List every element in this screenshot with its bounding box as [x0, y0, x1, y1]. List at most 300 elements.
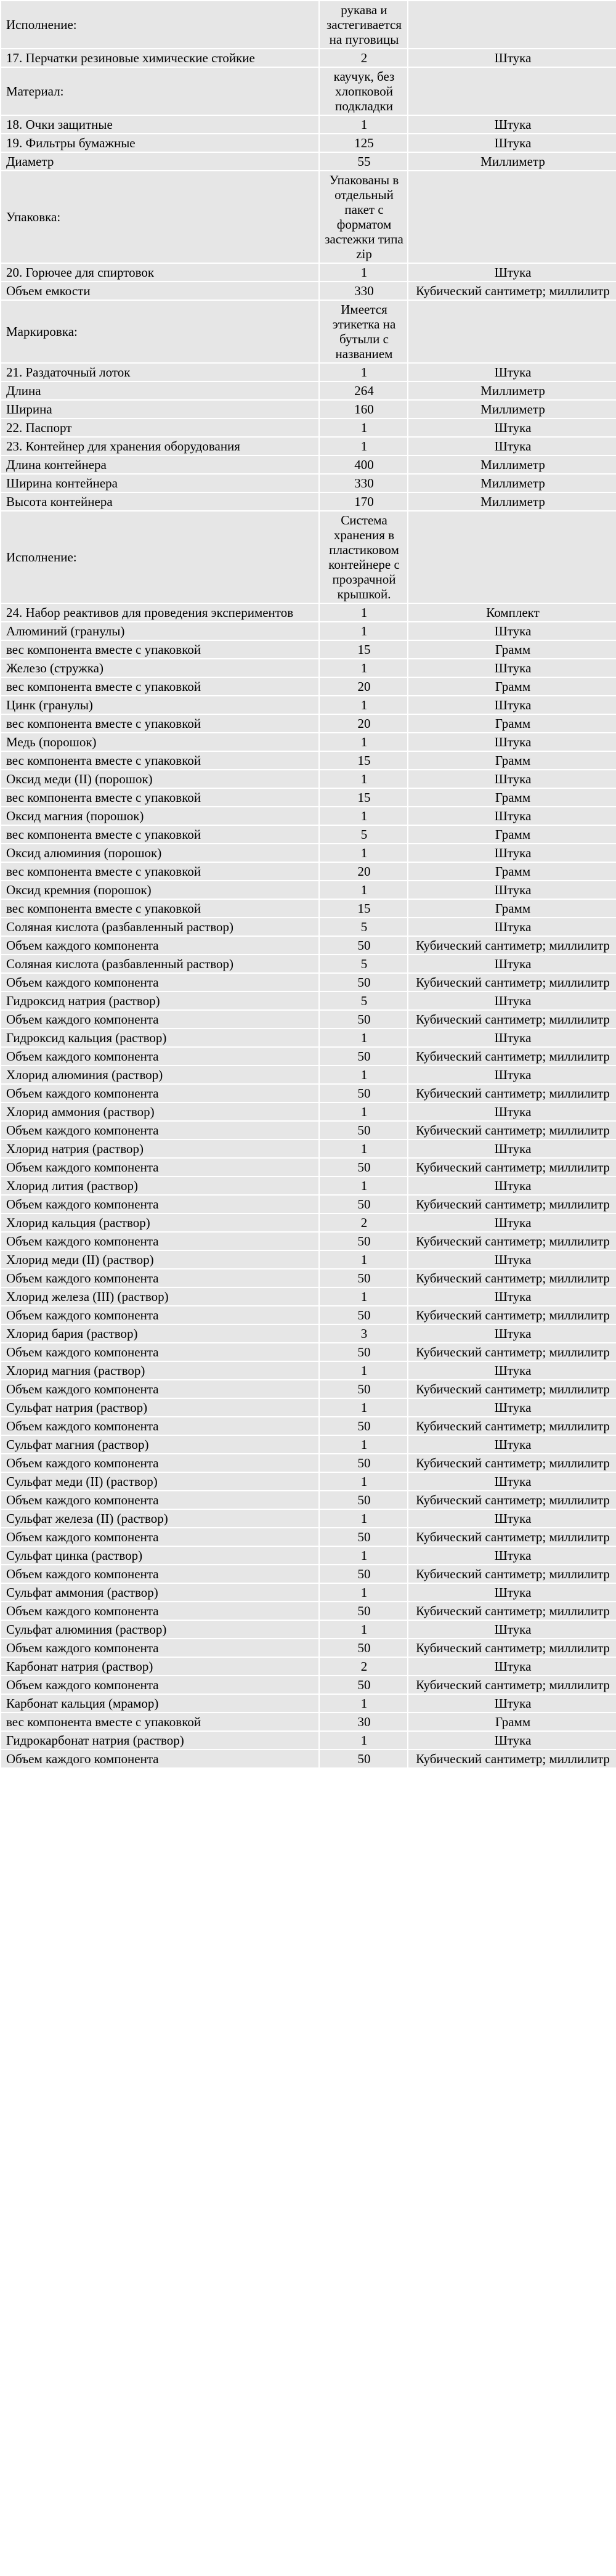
quantity-cell: 2 [319, 49, 408, 67]
unit-cell: Кубический сантиметр; миллилитр [408, 1639, 616, 1657]
unit-cell: Грамм [408, 1713, 616, 1731]
item-name-cell: Объем каждого компонента [1, 1269, 319, 1287]
unit-cell: Штука [408, 1361, 616, 1380]
unit-cell: Кубический сантиметр; миллилитр [408, 1528, 616, 1546]
table-row [1, 1639, 616, 1657]
table-row [1, 788, 616, 807]
quantity-cell: 50 [319, 1269, 408, 1287]
unit-cell: Грамм [408, 788, 616, 807]
unit-cell: Миллиметр [408, 381, 616, 400]
item-name-cell: Хлорид меди (II) (раствор) [1, 1250, 319, 1269]
item-name-cell: Медь (порошок) [1, 733, 319, 751]
table-row [1, 677, 616, 696]
unit-cell: Миллиметр [408, 492, 616, 511]
unit-cell [408, 171, 616, 263]
table-row [1, 1472, 616, 1491]
table-row [1, 733, 616, 751]
table-row [1, 1029, 616, 1047]
item-name-cell: Объем каждого компонента [1, 1010, 319, 1029]
quantity-cell: 50 [319, 973, 408, 992]
table-row [1, 437, 616, 455]
item-name-cell: Железо (стружка) [1, 659, 319, 677]
quantity-cell: 1 [319, 844, 408, 862]
table-row [1, 474, 616, 492]
table-row [1, 973, 616, 992]
table-row [1, 418, 616, 437]
item-name-cell: Диаметр [1, 152, 319, 171]
item-name-cell: вес компонента вместе с упаковкой [1, 825, 319, 844]
quantity-cell: 1 [319, 696, 408, 714]
table-row [1, 714, 616, 733]
item-name-cell: Объем каждого компонента [1, 1232, 319, 1250]
unit-cell: Кубический сантиметр; миллилитр [408, 1750, 616, 1768]
item-name-cell: вес компонента вместе с упаковкой [1, 714, 319, 733]
unit-cell: Комплект [408, 603, 616, 622]
unit-cell: Миллиметр [408, 455, 616, 474]
unit-cell: Грамм [408, 714, 616, 733]
table-row [1, 807, 616, 825]
quantity-cell: 330 [319, 474, 408, 492]
table-row [1, 1121, 616, 1139]
unit-cell: Кубический сантиметр; миллилитр [408, 1010, 616, 1029]
item-name-cell: Сульфат алюминия (раствор) [1, 1620, 319, 1639]
table-row [1, 936, 616, 955]
quantity-cell: 1 [319, 1139, 408, 1158]
item-name-cell: Объем каждого компонента [1, 1417, 319, 1435]
item-name-cell: Сульфат меди (II) (раствор) [1, 1472, 319, 1491]
item-name-cell: Хлорид магния (раствор) [1, 1361, 319, 1380]
quantity-cell: 30 [319, 1713, 408, 1731]
table-row [1, 918, 616, 936]
quantity-cell: 5 [319, 825, 408, 844]
unit-cell: Грамм [408, 751, 616, 770]
table-row [1, 1195, 616, 1213]
table-row [1, 1324, 616, 1343]
quantity-cell: 1 [319, 1583, 408, 1602]
unit-cell: Штука [408, 418, 616, 437]
table-row [1, 1676, 616, 1694]
table-row [1, 1565, 616, 1583]
table-row [1, 1713, 616, 1731]
unit-cell: Штука [408, 1731, 616, 1750]
quantity-cell: 1 [319, 1620, 408, 1639]
quantity-cell: 50 [319, 1676, 408, 1694]
table-row [1, 1528, 616, 1546]
table-row [1, 49, 616, 67]
quantity-cell: 1 [319, 363, 408, 381]
item-name-cell: Исполнение: [1, 511, 319, 603]
unit-cell: Кубический сантиметр; миллилитр [408, 1676, 616, 1694]
unit-cell: Кубический сантиметр; миллилитр [408, 1417, 616, 1435]
unit-cell: Штука [408, 1583, 616, 1602]
unit-cell: Кубический сантиметр; миллилитр [408, 1565, 616, 1583]
quantity-cell: Упакованы в отдельный пакет с форматом застежки типа zip [319, 171, 408, 263]
table-row [1, 1509, 616, 1528]
quantity-cell: 2 [319, 1213, 408, 1232]
item-name-cell: Объем каждого компонента [1, 1639, 319, 1657]
quantity-cell: 50 [319, 1380, 408, 1398]
item-name-cell: Хлорид кальция (раствор) [1, 1213, 319, 1232]
table-row [1, 1232, 616, 1250]
item-name-cell: Ширина контейнера [1, 474, 319, 492]
unit-cell: Кубический сантиметр; миллилитр [408, 282, 616, 300]
quantity-cell: 50 [319, 1195, 408, 1213]
quantity-cell: 1 [319, 1287, 408, 1306]
quantity-cell: 1 [319, 418, 408, 437]
table-row [1, 844, 616, 862]
item-name-cell: Оксид магния (порошок) [1, 807, 319, 825]
unit-cell: Штука [408, 1176, 616, 1195]
unit-cell: Штука [408, 733, 616, 751]
item-name-cell: Объем каждого компонента [1, 1047, 319, 1066]
unit-cell: Грамм [408, 825, 616, 844]
table-row [1, 1491, 616, 1509]
table-row [1, 955, 616, 973]
item-name-cell: Хлорид лития (раствор) [1, 1176, 319, 1195]
table-row [1, 1398, 616, 1417]
table-row [1, 115, 616, 134]
unit-cell [408, 511, 616, 603]
quantity-cell: 160 [319, 400, 408, 418]
item-name-cell: Сульфат натрия (раствор) [1, 1398, 319, 1417]
unit-cell: Штука [408, 1435, 616, 1454]
quantity-cell: 1 [319, 1435, 408, 1454]
table-row [1, 1583, 616, 1602]
unit-cell: Штука [408, 1620, 616, 1639]
unit-cell: Кубический сантиметр; миллилитр [408, 1158, 616, 1176]
unit-cell: Штука [408, 1472, 616, 1491]
table-row [1, 1084, 616, 1103]
quantity-cell: 50 [319, 1158, 408, 1176]
item-name-cell: вес компонента вместе с упаковкой [1, 862, 319, 881]
unit-cell: Грамм [408, 899, 616, 918]
quantity-cell: 50 [319, 1528, 408, 1546]
quantity-cell: 20 [319, 862, 408, 881]
table-row [1, 899, 616, 918]
quantity-cell: Имеется этикетка на бутыли с названием [319, 300, 408, 363]
quantity-cell: 1 [319, 1509, 408, 1528]
table-row [1, 1731, 616, 1750]
table-row [1, 67, 616, 115]
table-row [1, 1306, 616, 1324]
item-name-cell: Хлорид железа (III) (раствор) [1, 1287, 319, 1306]
table-row [1, 492, 616, 511]
unit-cell: Кубический сантиметр; миллилитр [408, 936, 616, 955]
unit-cell: Штука [408, 1139, 616, 1158]
quantity-cell: 1 [319, 733, 408, 751]
table-row [1, 1, 616, 49]
table-row [1, 770, 616, 788]
table-row [1, 881, 616, 899]
table-row [1, 1176, 616, 1195]
unit-cell: Грамм [408, 677, 616, 696]
item-name-cell: Гидрокарбонат натрия (раствор) [1, 1731, 319, 1750]
table-row [1, 603, 616, 622]
table-row [1, 1066, 616, 1084]
unit-cell: Грамм [408, 640, 616, 659]
item-name-cell: Хлорид аммония (раствор) [1, 1103, 319, 1121]
table-row [1, 400, 616, 418]
item-name-cell: Алюминий (гранулы) [1, 622, 319, 640]
item-name-cell: 17. Перчатки резиновые химические стойкие [1, 49, 319, 67]
quantity-cell: 5 [319, 955, 408, 973]
item-name-cell: Соляная кислота (разбавленный раствор) [1, 955, 319, 973]
table-row [1, 1158, 616, 1176]
quantity-cell: 50 [319, 1417, 408, 1435]
table-row [1, 1213, 616, 1232]
quantity-cell: 1 [319, 1398, 408, 1417]
table-row [1, 659, 616, 677]
unit-cell: Кубический сантиметр; миллилитр [408, 1602, 616, 1620]
item-name-cell: Оксид меди (II) (порошок) [1, 770, 319, 788]
quantity-cell: 50 [319, 1047, 408, 1066]
quantity-cell: 264 [319, 381, 408, 400]
quantity-cell: 170 [319, 492, 408, 511]
table-row [1, 1657, 616, 1676]
unit-cell: Штука [408, 696, 616, 714]
quantity-cell: 50 [319, 1121, 408, 1139]
quantity-cell: 20 [319, 677, 408, 696]
item-name-cell: 24. Набор реактивов для проведения экспериментов [1, 603, 319, 622]
quantity-cell: 50 [319, 1491, 408, 1509]
unit-cell: Кубический сантиметр; миллилитр [408, 1232, 616, 1250]
quantity-cell: 15 [319, 640, 408, 659]
quantity-cell: 330 [319, 282, 408, 300]
unit-cell: Штука [408, 115, 616, 134]
item-name-cell: Карбонат кальция (мрамор) [1, 1694, 319, 1713]
quantity-cell: 1 [319, 1694, 408, 1713]
table-row [1, 696, 616, 714]
table-row [1, 1694, 616, 1713]
quantity-cell: 20 [319, 714, 408, 733]
item-name-cell: 23. Контейнер для хранения оборудования [1, 437, 319, 455]
table-row [1, 1361, 616, 1380]
item-name-cell: Длина контейнера [1, 455, 319, 474]
unit-cell: Кубический сантиметр; миллилитр [408, 1047, 616, 1066]
item-name-cell: Оксид кремния (порошок) [1, 881, 319, 899]
item-name-cell: Объем каждого компонента [1, 1454, 319, 1472]
item-name-cell: Объем каждого компонента [1, 1121, 319, 1139]
item-name-cell: Длина [1, 381, 319, 400]
item-name-cell: Карбонат натрия (раствор) [1, 1657, 319, 1676]
item-name-cell: Сульфат магния (раствор) [1, 1435, 319, 1454]
item-name-cell: Объем каждого компонента [1, 1602, 319, 1620]
item-name-cell: вес компонента вместе с упаковкой [1, 640, 319, 659]
table-row [1, 1435, 616, 1454]
item-name-cell: Гидроксид натрия (раствор) [1, 992, 319, 1010]
quantity-cell: 1 [319, 1176, 408, 1195]
unit-cell: Штука [408, 437, 616, 455]
item-name-cell: вес компонента вместе с упаковкой [1, 751, 319, 770]
item-name-cell: 21. Раздаточный лоток [1, 363, 319, 381]
item-name-cell: Сульфат железа (II) (раствор) [1, 1509, 319, 1528]
quantity-cell: 1 [319, 1472, 408, 1491]
item-name-cell: Объем каждого компонента [1, 1343, 319, 1361]
table-row [1, 751, 616, 770]
item-name-cell: Хлорид алюминия (раствор) [1, 1066, 319, 1084]
unit-cell: Штука [408, 1066, 616, 1084]
item-name-cell: Соляная кислота (разбавленный раствор) [1, 918, 319, 936]
unit-cell: Штука [408, 1029, 616, 1047]
item-name-cell: Объем каждого компонента [1, 1306, 319, 1324]
table-row [1, 300, 616, 363]
unit-cell: Миллиметр [408, 152, 616, 171]
unit-cell: Штука [408, 1287, 616, 1306]
table-row [1, 640, 616, 659]
unit-cell: Штука [408, 263, 616, 282]
quantity-cell: 1 [319, 1250, 408, 1269]
item-name-cell: Хлорид бария (раствор) [1, 1324, 319, 1343]
quantity-cell: 5 [319, 918, 408, 936]
quantity-cell: 15 [319, 788, 408, 807]
unit-cell: Штука [408, 1657, 616, 1676]
item-name-cell: Хлорид натрия (раствор) [1, 1139, 319, 1158]
item-name-cell: 20. Горючее для спиртовок [1, 263, 319, 282]
item-name-cell: Оксид алюминия (порошок) [1, 844, 319, 862]
item-name-cell: Маркировка: [1, 300, 319, 363]
unit-cell: Кубический сантиметр; миллилитр [408, 1195, 616, 1213]
quantity-cell: 3 [319, 1324, 408, 1343]
table-row [1, 455, 616, 474]
quantity-cell: 15 [319, 751, 408, 770]
unit-cell: Грамм [408, 862, 616, 881]
unit-cell [408, 300, 616, 363]
quantity-cell: 50 [319, 1306, 408, 1324]
item-name-cell: 19. Фильтры бумажные [1, 134, 319, 152]
table-row [1, 992, 616, 1010]
unit-cell: Кубический сантиметр; миллилитр [408, 1269, 616, 1287]
table-row [1, 1269, 616, 1287]
quantity-cell: 1 [319, 263, 408, 282]
quantity-cell: Система хранения в пластиковом контейнере с прозрачной крышкой. [319, 511, 408, 603]
table-row [1, 622, 616, 640]
table-row [1, 152, 616, 171]
unit-cell [408, 1, 616, 49]
item-name-cell: Объем каждого компонента [1, 1380, 319, 1398]
item-name-cell: Объем емкости [1, 282, 319, 300]
quantity-cell: 1 [319, 807, 408, 825]
item-name-cell: Объем каждого компонента [1, 973, 319, 992]
table-row [1, 282, 616, 300]
table-row [1, 134, 616, 152]
unit-cell: Кубический сантиметр; миллилитр [408, 1380, 616, 1398]
quantity-cell: 400 [319, 455, 408, 474]
unit-cell: Миллиметр [408, 400, 616, 418]
table-row [1, 1343, 616, 1361]
unit-cell: Штука [408, 363, 616, 381]
item-name-cell: Исполнение: [1, 1, 319, 49]
quantity-cell: 1 [319, 770, 408, 788]
item-name-cell: Объем каждого компонента [1, 1195, 319, 1213]
quantity-cell: 50 [319, 1750, 408, 1768]
item-name-cell: вес компонента вместе с упаковкой [1, 1713, 319, 1731]
item-name-cell: вес компонента вместе с упаковкой [1, 677, 319, 696]
table-row [1, 1010, 616, 1029]
quantity-cell: 50 [319, 936, 408, 955]
quantity-cell: 1 [319, 1066, 408, 1084]
table-row [1, 1139, 616, 1158]
item-name-cell: Объем каждого компонента [1, 1491, 319, 1509]
quantity-cell: 50 [319, 1454, 408, 1472]
item-name-cell: Высота контейнера [1, 492, 319, 511]
table-row [1, 1380, 616, 1398]
unit-cell: Штука [408, 1694, 616, 1713]
item-name-cell: вес компонента вместе с упаковкой [1, 899, 319, 918]
unit-cell: Штука [408, 844, 616, 862]
quantity-cell: 15 [319, 899, 408, 918]
quantity-cell: 1 [319, 115, 408, 134]
quantity-cell: 50 [319, 1084, 408, 1103]
item-name-cell: Объем каждого компонента [1, 936, 319, 955]
quantity-cell: 1 [319, 1029, 408, 1047]
quantity-cell: рукава и застегивается на пуговицы [319, 1, 408, 49]
item-name-cell: Объем каждого компонента [1, 1565, 319, 1583]
quantity-cell: 1 [319, 1361, 408, 1380]
table-row [1, 1287, 616, 1306]
quantity-cell: 55 [319, 152, 408, 171]
table-row [1, 171, 616, 263]
table-row [1, 1454, 616, 1472]
unit-cell: Кубический сантиметр; миллилитр [408, 1343, 616, 1361]
item-name-cell: Объем каждого компонента [1, 1528, 319, 1546]
table-row [1, 1417, 616, 1435]
unit-cell: Штука [408, 881, 616, 899]
item-name-cell: Упаковка: [1, 171, 319, 263]
quantity-cell: 1 [319, 1103, 408, 1121]
unit-cell: Штука [408, 807, 616, 825]
quantity-cell: 1 [319, 881, 408, 899]
unit-cell [408, 67, 616, 115]
item-name-cell: Объем каждого компонента [1, 1084, 319, 1103]
unit-cell: Штука [408, 622, 616, 640]
unit-cell: Кубический сантиметр; миллилитр [408, 1491, 616, 1509]
table-row [1, 511, 616, 603]
table-row [1, 1546, 616, 1565]
unit-cell: Штука [408, 1213, 616, 1232]
table-row [1, 381, 616, 400]
item-name-cell: Объем каждого компонента [1, 1158, 319, 1176]
table-row [1, 1620, 616, 1639]
unit-cell: Штука [408, 1546, 616, 1565]
unit-cell: Кубический сантиметр; миллилитр [408, 1084, 616, 1103]
unit-cell: Штука [408, 992, 616, 1010]
quantity-cell: 1 [319, 603, 408, 622]
item-name-cell: Ширина [1, 400, 319, 418]
unit-cell: Штука [408, 1509, 616, 1528]
quantity-cell: 50 [319, 1565, 408, 1583]
unit-cell: Штука [408, 1398, 616, 1417]
item-name-cell: Сульфат цинка (раствор) [1, 1546, 319, 1565]
item-name-cell: Объем каждого компонента [1, 1676, 319, 1694]
unit-cell: Кубический сантиметр; миллилитр [408, 1454, 616, 1472]
quantity-cell: каучук, без хлопковой подкладки [319, 67, 408, 115]
unit-cell: Штука [408, 1250, 616, 1269]
unit-cell: Штука [408, 918, 616, 936]
quantity-cell: 1 [319, 1731, 408, 1750]
quantity-cell: 50 [319, 1602, 408, 1620]
quantity-cell: 125 [319, 134, 408, 152]
item-name-cell: Сульфат аммония (раствор) [1, 1583, 319, 1602]
item-name-cell: Материал: [1, 67, 319, 115]
quantity-cell: 1 [319, 622, 408, 640]
quantity-cell: 50 [319, 1639, 408, 1657]
unit-cell: Кубический сантиметр; миллилитр [408, 1306, 616, 1324]
item-name-cell: Объем каждого компонента [1, 1750, 319, 1768]
quantity-cell: 50 [319, 1010, 408, 1029]
specification-table-body [1, 1, 616, 1768]
table-row [1, 363, 616, 381]
table-row [1, 825, 616, 844]
